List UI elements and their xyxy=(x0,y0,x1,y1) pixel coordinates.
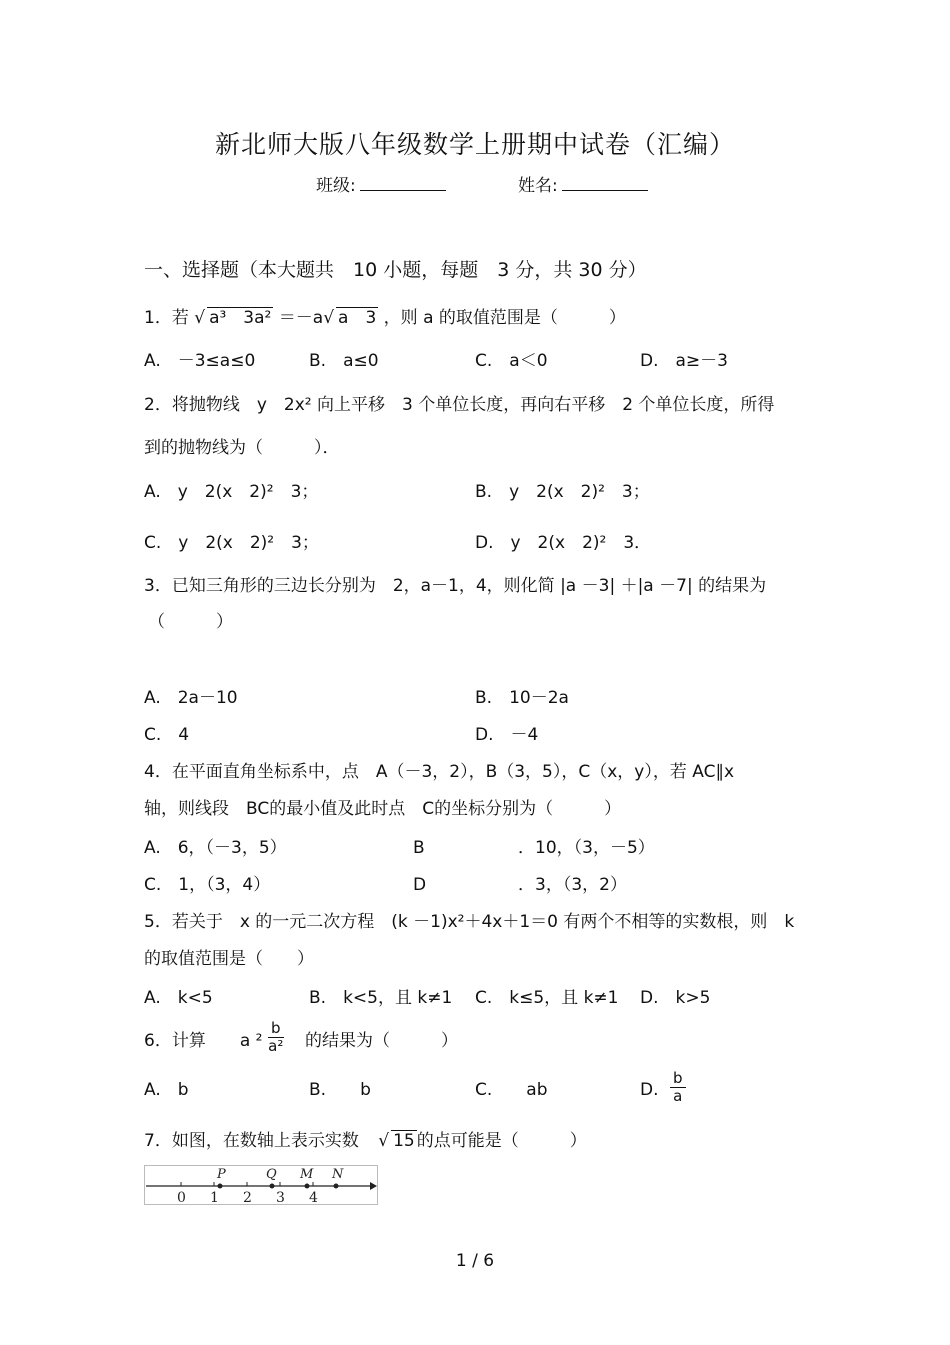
q6-d-denominator: a xyxy=(673,1087,683,1105)
q3-option-d: D. －4 xyxy=(475,725,539,745)
name-label: 姓名: xyxy=(518,176,558,196)
q2-option-b: B. y 2(x 2)² 3； xyxy=(475,482,650,502)
q2-option-a: A. y 2(x 2)² 3； xyxy=(144,482,319,502)
point-q xyxy=(270,1184,275,1189)
q6-fraction-numerator: b xyxy=(268,1020,284,1038)
q3-option-c: C. 4 xyxy=(144,725,190,745)
number-line-figure xyxy=(144,1165,378,1205)
q2-line1: 2．将抛物线 y 2x² 向上平移 3 个单位长度，再向右平移 2 个单位长度，所得 xyxy=(144,395,775,415)
q4-line2: 轴，则线段 BC的最小值及此时点 C的坐标分别为（ ） xyxy=(144,799,622,819)
q5-option-d: D. k>5 xyxy=(640,988,711,1008)
q7-pre: 7．如图，在数轴上表示实数 xyxy=(144,1131,359,1151)
class-blank xyxy=(360,176,446,191)
q6-fraction-denominator: a² xyxy=(268,1037,284,1055)
point-label-p: P xyxy=(217,1167,226,1182)
q7-post: 的点可能是（ ） xyxy=(416,1131,587,1151)
tick-label-3: 3 xyxy=(276,1190,285,1205)
tick-label-1: 1 xyxy=(210,1190,219,1205)
q4-option-a: A. 6，（－3，5） xyxy=(144,838,287,858)
q7-radicand: 15 xyxy=(393,1131,415,1151)
q6-option-b: B. b xyxy=(309,1080,371,1100)
page-number: 1 / 6 xyxy=(455,1251,495,1271)
point-m xyxy=(305,1184,310,1189)
q1-radicand-2: a 3 xyxy=(338,308,377,328)
q4-line1: 4．在平面直角坐标系中，点 A（－3，2），B（3，5），C（x，y），若 AC∥x xyxy=(144,762,735,782)
q6-option-c: C. ab xyxy=(475,1080,548,1100)
q1-mid: ＝－a xyxy=(278,308,324,328)
q1-option-d: D. a≥－3 xyxy=(640,351,728,371)
q4-option-b-letter: B xyxy=(413,838,425,858)
point-p xyxy=(218,1184,223,1189)
name-blank xyxy=(562,176,648,191)
document-title: 新北师大版八年级数学上册期中试卷（汇编） xyxy=(214,130,735,159)
tick-label-0: 0 xyxy=(177,1190,186,1205)
q1-post: ，则 a 的取值范围是（ ） xyxy=(383,308,626,328)
q5-option-b: B. k<5，且 k≠1 xyxy=(309,988,453,1008)
question-1 xyxy=(144,307,626,328)
q6-d-numerator: b xyxy=(670,1070,686,1088)
q3-option-a: A. 2a－10 xyxy=(144,688,238,708)
point-n xyxy=(334,1184,339,1189)
q1-option-b: B. a≤0 xyxy=(309,351,379,371)
axis-arrow xyxy=(370,1182,377,1190)
q4-option-d: ．3，（3，2） xyxy=(518,875,627,895)
section-heading: 一、选择题（本大题共 10 小题，每题 3 分，共 30 分） xyxy=(144,259,647,281)
q1-radical-2: √ a 3 xyxy=(323,308,377,328)
q4-option-b: ．10，（3，－5） xyxy=(518,838,655,858)
q6-option-a: A. b xyxy=(144,1080,189,1100)
q4-option-c: C. 1，（3，4） xyxy=(144,875,271,895)
class-field xyxy=(316,176,446,196)
q1-radicand-1: a³ 3a² xyxy=(209,308,272,328)
q2-option-d: D. y 2(x 2)² 3． xyxy=(475,533,652,553)
q6-fraction xyxy=(268,1020,284,1055)
point-label-n: N xyxy=(332,1167,344,1182)
q5-line1: 5．若关于 x 的一元二次方程 (k －1)x²＋4x＋1＝0 有两个不相等的实数根，则 k xyxy=(144,912,795,932)
question-7 xyxy=(144,1130,587,1151)
q6-pre: 6．计算 a ² xyxy=(144,1031,263,1051)
q2-option-c: C. y 2(x 2)² 3； xyxy=(144,533,319,553)
q3-line1: 3．已知三角形的三边长分别为 2，a－1，4，则化简 |a －3| ＋|a －7| 的结果为 xyxy=(144,576,767,596)
q6-post: 的结果为（ ） xyxy=(305,1031,458,1051)
q5-line2: 的取值范围是（ ） xyxy=(144,949,314,969)
class-label: 班级: xyxy=(316,176,356,196)
q3-line2: （ ） xyxy=(148,612,233,632)
q1-option-c: C. a＜0 xyxy=(475,351,548,371)
name-field xyxy=(518,176,648,196)
tick-label-2: 2 xyxy=(243,1190,252,1205)
q1-option-a: A. －3≤a≤0 xyxy=(144,351,256,371)
tick-label-4: 4 xyxy=(309,1190,318,1205)
q2-line2: 到的抛物线为（ ）． xyxy=(144,438,340,458)
q5-option-a: A. k<5 xyxy=(144,988,213,1008)
q1-pre: 1．若 xyxy=(144,308,189,328)
q6-option-d: D. xyxy=(640,1080,659,1100)
point-label-q: Q xyxy=(266,1167,277,1182)
point-label-m: M xyxy=(300,1167,314,1182)
q7-radical: √ 15 xyxy=(378,1131,415,1151)
q6-option-d-fraction xyxy=(670,1070,686,1105)
q1-radical-1: √ a³ 3a² xyxy=(194,308,272,328)
q4-option-d-letter: D xyxy=(413,875,427,895)
q3-option-b: B. 10－2a xyxy=(475,688,569,708)
q5-option-c: C. k≤5，且 k≠1 xyxy=(475,988,619,1008)
